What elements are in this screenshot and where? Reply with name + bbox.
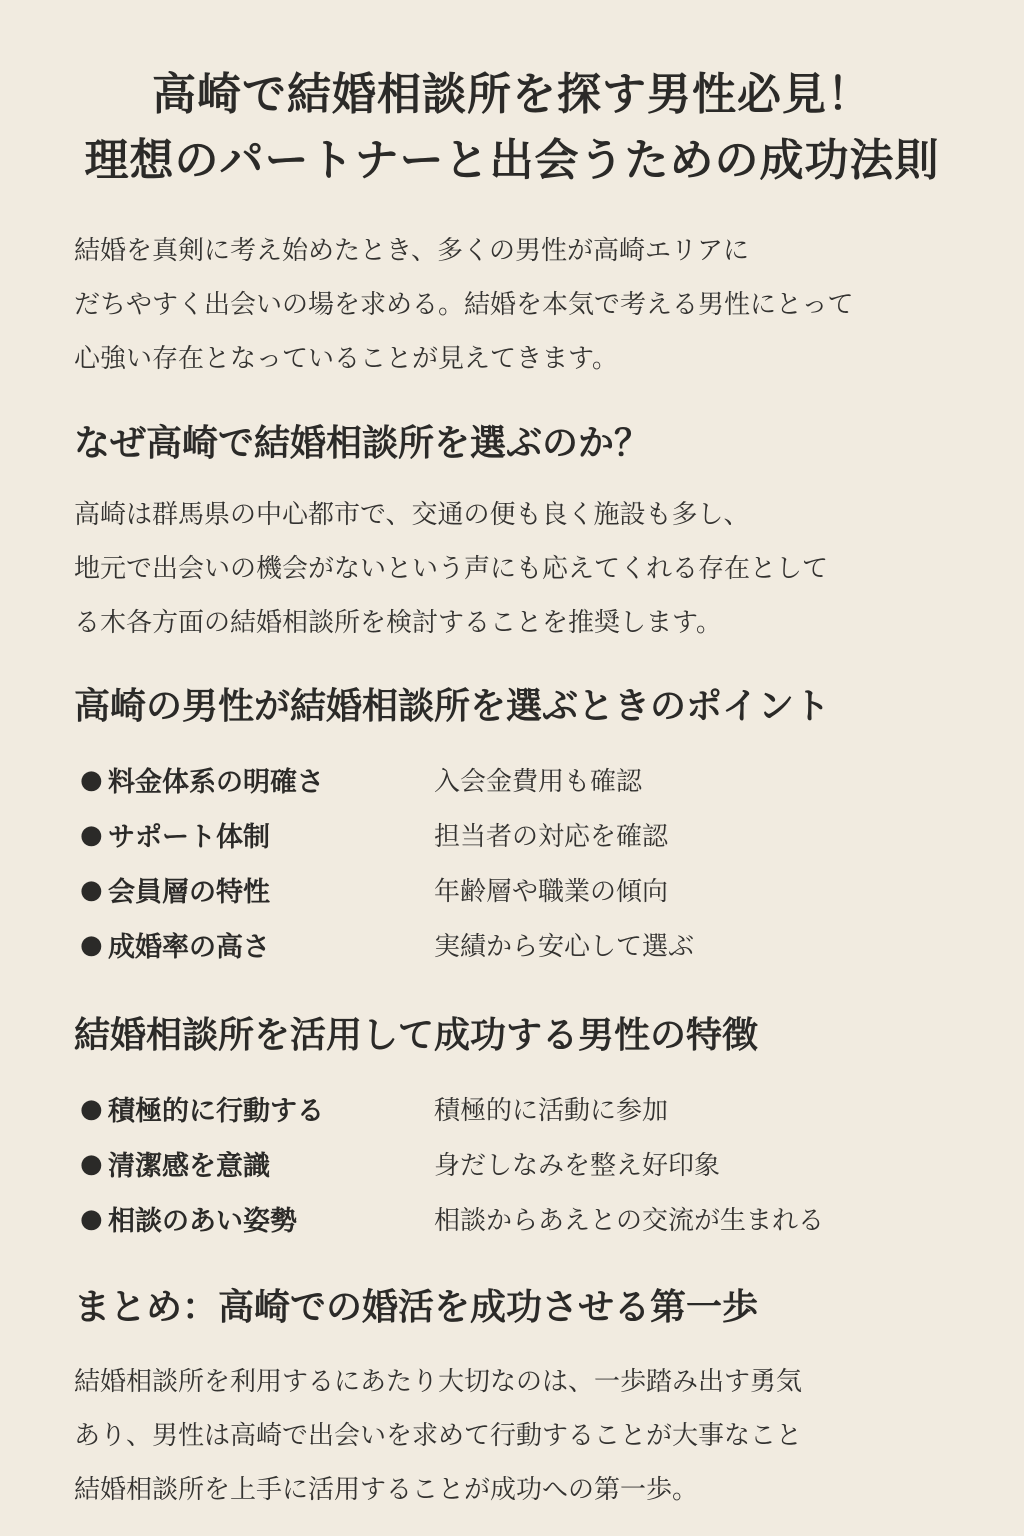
page-title-line-2: 理想のパートナーと出会うための成功法則 — [84, 135, 940, 186]
list-item — [80, 1081, 980, 1136]
point-label: 成婚率の高さ — [108, 932, 270, 963]
list-item — [80, 1136, 980, 1191]
trait-label: 清潔感を意識 — [108, 1151, 270, 1182]
page-title — [0, 62, 1024, 194]
paragraph-line: 結婚相談所を利用するにあたり大切なのは、一歩踏み出す勇気 — [74, 1367, 803, 1397]
point-label: サポート体制 — [108, 822, 270, 853]
list-item — [80, 862, 980, 917]
section-heading-selection-points: 高崎の男性が結婚相談所を選ぶときのポイント — [74, 686, 831, 727]
list-item — [80, 917, 980, 972]
paragraph-line: あり、男性は高崎で出会いを求めて行動することが大事なこと — [74, 1421, 803, 1451]
summary-paragraph — [74, 1355, 974, 1517]
page-title-line-1: 高崎で結婚相談所を探す男性必見！ — [152, 69, 872, 120]
trait-description: 身だしなみを整え好印象 — [434, 1151, 721, 1181]
bullet-icon: ● — [80, 1148, 103, 1179]
list-item — [80, 807, 980, 862]
point-label: 料金体系の明確さ — [108, 767, 324, 798]
paragraph-line: 地元で出会いの機会がないという声にも応えてくれる存在として — [74, 554, 829, 584]
point-description: 入会金費用も確認 — [434, 767, 643, 797]
list-item — [80, 1191, 980, 1246]
success-traits-list — [80, 1081, 980, 1246]
trait-label: 相談のあい姿勢 — [108, 1206, 297, 1237]
bullet-icon: ● — [80, 929, 103, 960]
point-label: 会員層の特性 — [108, 877, 270, 908]
paragraph-line: る木各方面の結婚相談所を検討することを推奨します。 — [74, 608, 722, 638]
bullet-icon: ● — [80, 1203, 103, 1234]
paragraph-line: 高崎は群馬県の中心都市で、交通の便も良く施設も多し、 — [74, 500, 750, 530]
trait-description: 積極的に活動に参加 — [434, 1096, 669, 1126]
intro-paragraph — [74, 224, 974, 386]
list-item — [80, 752, 980, 807]
section-heading-success-traits: 結婚相談所を活用して成功する男性の特徴 — [74, 1015, 759, 1056]
point-description: 担当者の対応を確認 — [434, 822, 669, 852]
paragraph-line: 結婚相談所を上手に活用することが成功への第一歩。 — [74, 1475, 699, 1505]
why-takasaki-paragraph — [74, 488, 974, 650]
intro-line: 結婚を真剣に考え始めたとき、多くの男性が高崎エリアに — [74, 236, 749, 266]
trait-description: 相談からあえとの交流が生まれる — [434, 1206, 825, 1236]
bullet-icon: ● — [80, 819, 103, 850]
point-description: 実績から安心して選ぶ — [434, 932, 695, 962]
bullet-icon: ● — [80, 1093, 103, 1124]
bullet-icon: ● — [80, 874, 103, 905]
intro-line: 心強い存在となっていることが見えてきます。 — [74, 344, 618, 374]
section-heading-summary: まとめ：高崎での婚活を成功させる第一歩 — [74, 1287, 759, 1328]
section-heading-why-takasaki: なぜ高崎で結婚相談所を選ぶのか？ — [74, 423, 651, 464]
bullet-icon: ● — [80, 764, 103, 795]
point-description: 年齢層や職業の傾向 — [434, 877, 669, 907]
intro-line: だちやすく出会いの場を求める。結婚を本気で考える男性にとって — [74, 290, 854, 320]
trait-label: 積極的に行動する — [108, 1096, 324, 1127]
selection-points-list — [80, 752, 980, 972]
